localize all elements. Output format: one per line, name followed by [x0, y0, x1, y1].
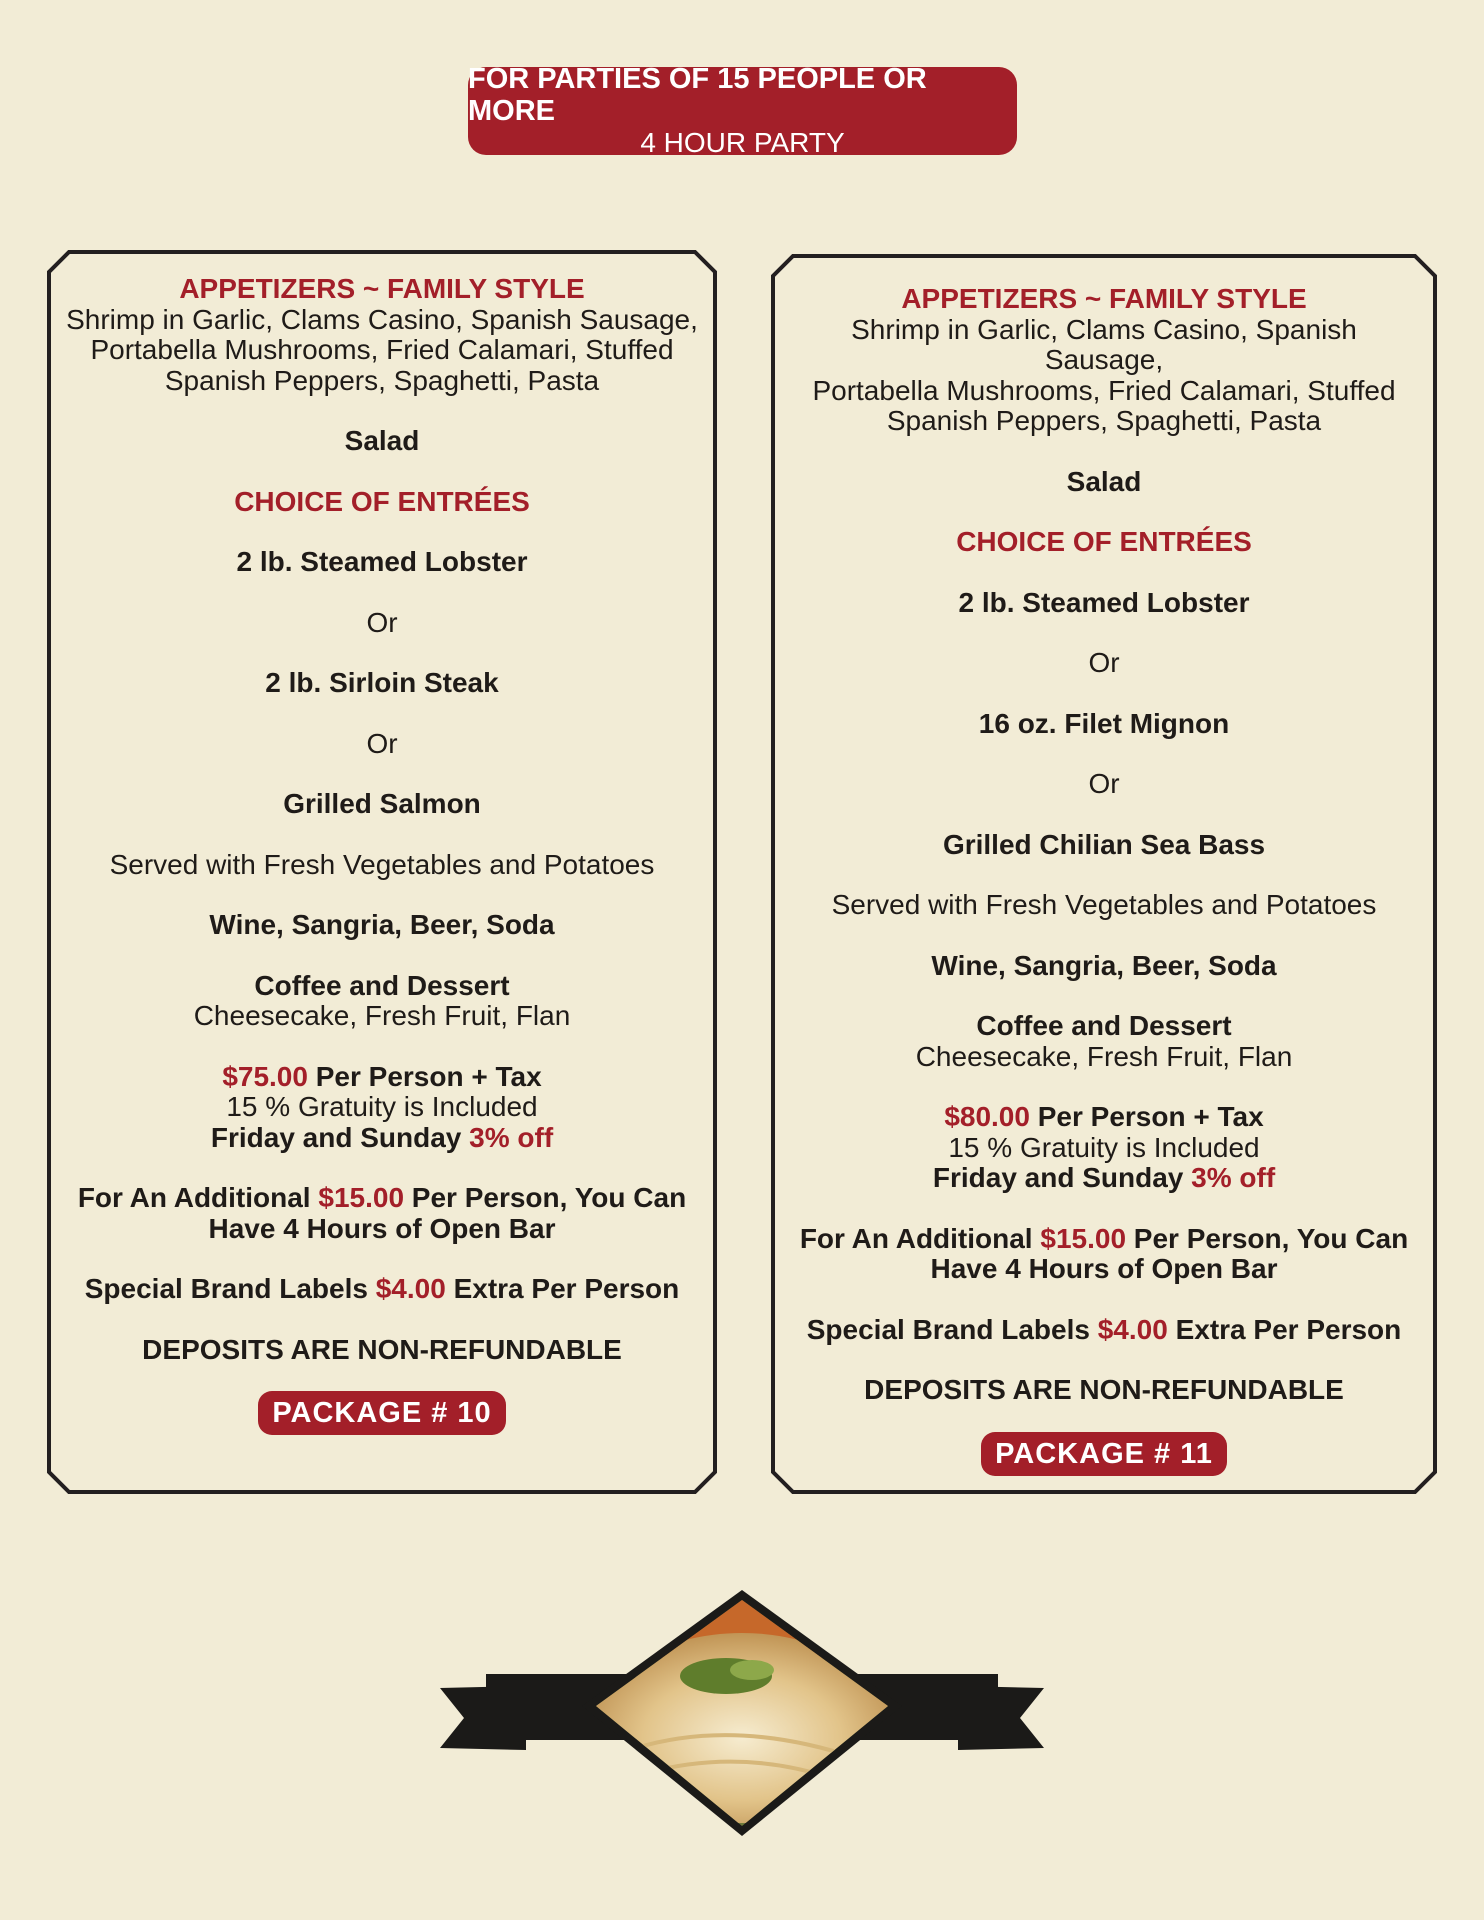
appetizers-line: Shrimp in Garlic, Clams Casino, Spanish Sausage,	[66, 303, 698, 335]
drinks: Wine, Sangria, Beer, Soda	[931, 949, 1277, 981]
brand-prefix: Special Brand Labels	[84, 1273, 376, 1304]
price-line	[222, 1062, 541, 1093]
brand-prefix: Special Brand Labels	[806, 1313, 1098, 1345]
entree-option: Grilled Salmon	[283, 788, 481, 819]
appetizers-line: Portabella Mushrooms, Fried Calamari, Stuffed	[90, 334, 674, 365]
price-line	[944, 1102, 1263, 1133]
price-suffix: Per Person + Tax	[307, 1060, 542, 1092]
dessert-items: Cheesecake, Fresh Fruit, Flan	[193, 1000, 571, 1031]
discount-line	[933, 1163, 1275, 1194]
sides-note: Served with Fresh Vegetables and Potatoes	[831, 889, 1377, 920]
party-duration: 4 HOUR PARTY	[640, 127, 845, 158]
or-separator: Or	[1088, 768, 1120, 799]
package-badge: PACKAGE # 10	[258, 1391, 505, 1435]
open-bar-suffix: Per Person, You Can	[404, 1182, 687, 1213]
fish-image	[586, 1598, 896, 1838]
open-bar-line	[800, 1224, 1408, 1255]
appetizers-title: APPETIZERS ~ FAMILY STYLE	[901, 283, 1307, 314]
price: $75.00	[222, 1060, 308, 1092]
gratuity-note: 15 % Gratuity is Included	[948, 1131, 1260, 1163]
brand-suffix: Extra Per Person	[1167, 1313, 1402, 1345]
or-separator: Or	[1088, 647, 1120, 678]
dessert-title: Coffee and Dessert	[976, 1010, 1232, 1041]
appetizers-line: Shrimp in Garlic, Clams Casino, Spanish Sausage,	[851, 313, 1357, 375]
open-bar-suffix: Per Person, You Can	[1126, 1222, 1409, 1254]
deposits-note: DEPOSITS ARE NON-REFUNDABLE	[864, 1374, 1344, 1405]
brand-suffix: Extra Per Person	[445, 1273, 680, 1304]
entree-option: 2 lb. Steamed Lobster	[236, 546, 528, 577]
brand-labels-line	[807, 1315, 1402, 1346]
salad: Salad	[344, 425, 420, 456]
discount: 3% off	[469, 1121, 554, 1153]
package-card-11	[771, 254, 1437, 1494]
open-bar-prefix: For An Additional	[799, 1222, 1041, 1254]
deposits-note: DEPOSITS ARE NON-REFUNDABLE	[142, 1333, 622, 1365]
appetizers-line: Portabella Mushrooms, Fried Calamari, Stuffed	[812, 374, 1396, 406]
entree-option: 2 lb. Sirloin Steak	[265, 667, 499, 698]
party-size-title: FOR PARTIES OF 15 PEOPLE OR MORE	[468, 63, 927, 127]
appetizers-line: Spanish Peppers, Spaghetti, Pasta	[886, 405, 1322, 436]
entree-option: 2 lb. Steamed Lobster	[958, 586, 1250, 618]
discount: 3% off	[1191, 1162, 1276, 1193]
price: $80.00	[944, 1101, 1030, 1132]
brand-price: $4.00	[1097, 1313, 1168, 1345]
dessert-title: Coffee and Dessert	[254, 969, 510, 1001]
or-separator: Or	[366, 727, 398, 759]
sides-note: Served with Fresh Vegetables and Potatoes	[109, 848, 655, 880]
discount-days: Friday and Sunday	[932, 1162, 1192, 1193]
open-bar-prefix: For An Additional	[77, 1182, 319, 1213]
open-bar-price: $15.00	[1040, 1222, 1127, 1254]
open-bar-price: $15.00	[318, 1182, 405, 1213]
appetizers-title: APPETIZERS ~ FAMILY STYLE	[179, 273, 585, 304]
appetizers-line: Spanish Peppers, Spaghetti, Pasta	[164, 364, 600, 396]
open-bar-line-2: Have 4 Hours of Open Bar	[208, 1212, 556, 1244]
brand-labels-line	[85, 1274, 680, 1305]
package-badge: PACKAGE # 11	[981, 1432, 1227, 1476]
entrees-title: CHOICE OF ENTRÉES	[956, 526, 1252, 557]
package-card-10	[47, 250, 717, 1494]
party-size-banner	[468, 63, 1017, 158]
price-suffix: Per Person + Tax	[1029, 1101, 1264, 1132]
drinks: Wine, Sangria, Beer, Soda	[209, 909, 555, 940]
gratuity-note: 15 % Gratuity is Included	[226, 1091, 538, 1122]
entree-option: Grilled Chilian Sea Bass	[942, 828, 1266, 860]
entrees-title: CHOICE OF ENTRÉES	[234, 485, 530, 517]
discount-line	[211, 1123, 553, 1154]
open-bar-line	[78, 1183, 686, 1214]
or-separator: Or	[366, 606, 398, 638]
brand-price: $4.00	[375, 1273, 446, 1304]
food-ribbon-emblem	[436, 1568, 1048, 1848]
salad: Salad	[1066, 465, 1142, 497]
discount-days: Friday and Sunday	[210, 1121, 470, 1153]
open-bar-line-2: Have 4 Hours of Open Bar	[930, 1253, 1278, 1284]
dessert-items: Cheesecake, Fresh Fruit, Flan	[915, 1040, 1293, 1072]
entree-option: 16 oz. Filet Mignon	[978, 707, 1230, 739]
